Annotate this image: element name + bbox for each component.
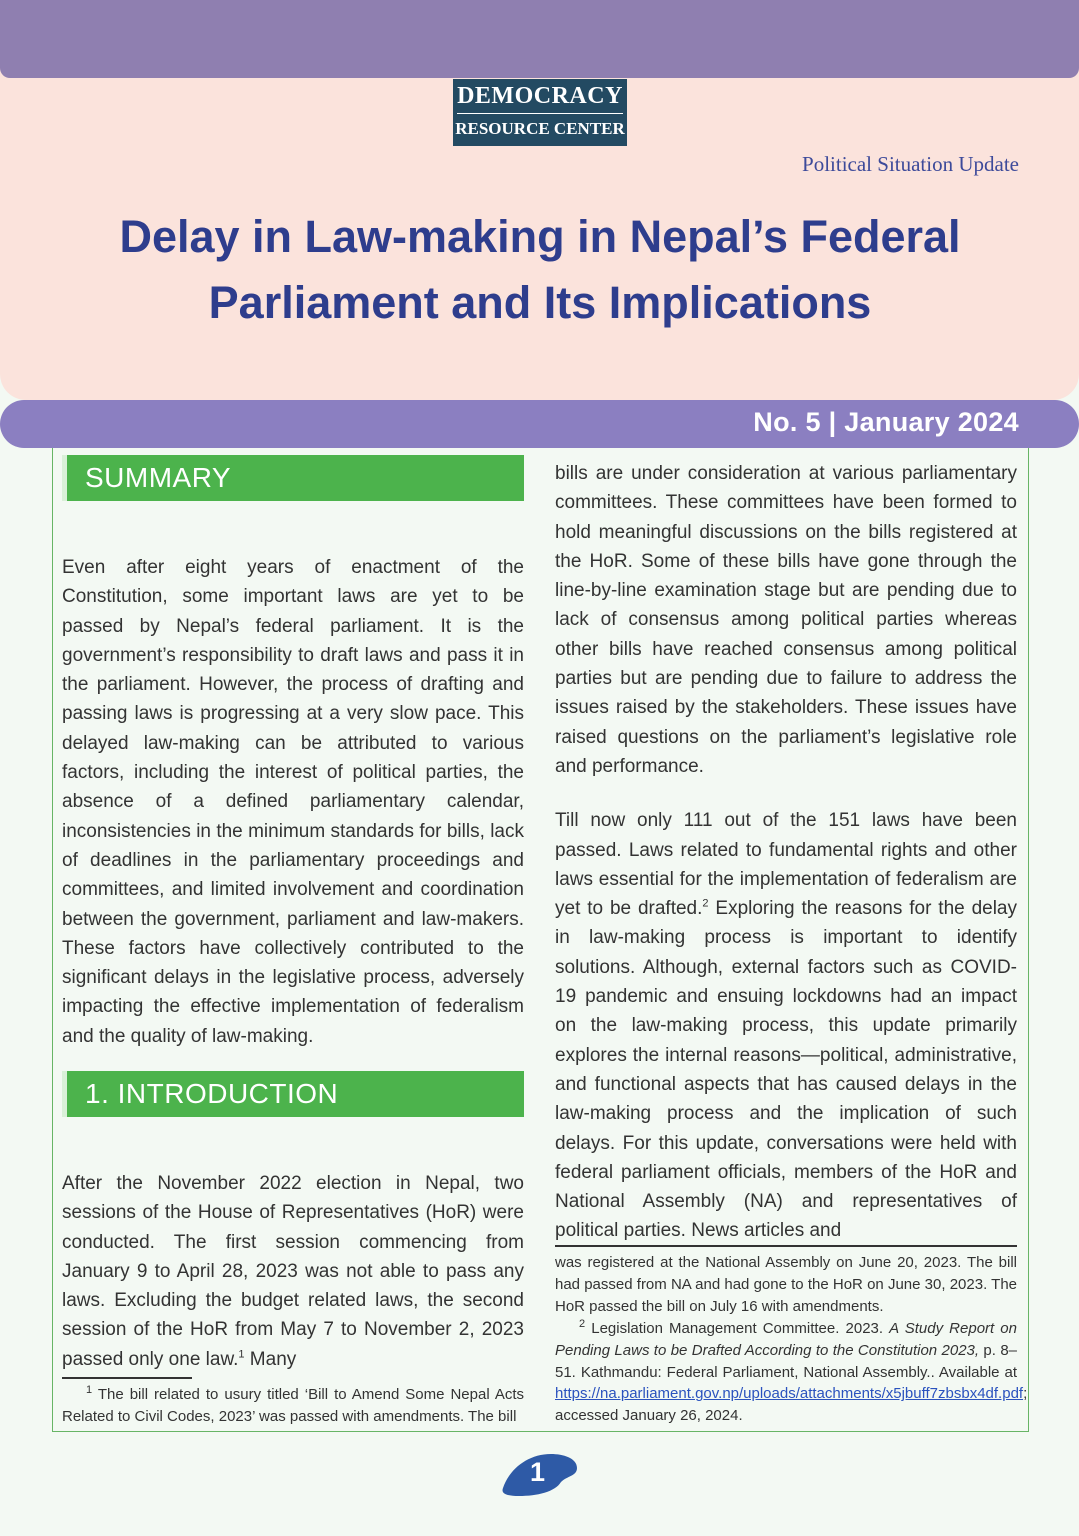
logo-line-1: DEMOCRACY <box>457 83 623 109</box>
footnote-ref-1: 1 <box>238 1348 245 1361</box>
introduction-text-main: After the November 2022 election in Nepal, two sessions of the House of Representatives (HoR) were conducted. The first session commencing from January 9 to April 28, 2023 was not able to pass any laws. Excluding the budget related laws, the second session of the HoR from May 7 to November 2, 2023 passed only one law. <box>62 1173 524 1370</box>
right-paragraph-2 <box>555 806 1017 1245</box>
right-paragraph-2-b: Exploring the reasons for the delay in law-making process is important to identify solutions. Although, external factors such as COVID-19 pandemic and ensuing lockdowns had an impact on the law-making process, this update primarily explores the internal reasons—political, administrative, and functional aspects that has caused delays in the law-making process and the implication of such delays. For this update, conversations were held with federal parliament officials, members of the HoR and National Assembly (NA) and representatives of political parties. News articles and <box>555 898 1017 1242</box>
footnote-ref-2: 2 <box>702 897 709 910</box>
top-purple-band <box>0 0 1079 78</box>
footnote-2-text-b: p. 8–51. Kathmandu: Federal Parliament, National Assembly.. Available at <box>555 1341 1018 1381</box>
issue-number-date: No. 5 | January 2024 <box>753 407 1019 437</box>
introduction-section <box>62 1071 524 1117</box>
logo-line-2: RESOURCE CENTER <box>455 119 625 138</box>
right-column <box>555 459 1017 1246</box>
summary-body <box>62 553 524 1051</box>
footnote-2-link[interactable]: https://na.parliament.gov.np/uploads/attachments/x5jbuff7zbsbx4df.pdf <box>555 1385 1024 1403</box>
footnote-2-italic-title: A Study Report on Pending Laws to be Drafted According to the Constitution 2023, <box>555 1320 1017 1359</box>
summary-text: Even after eight years of enactment of the Constitution, some important laws are yet to be passed by Nepal’s federal parliament. It is the government’s responsibility to draft laws and pass it in the parliament. However, the process of drafting and passing laws is progressing at a very slow pace. This delayed law-making can be attributed to various factors, including the interest of political parties, the absence of a defined parliamentary calendar, inconsistencies in the minimum standards for bills, lack of deadlines in the parliamentary proceedings and committees, and limited involvement and coordination between the government, parliament and law-makers. These factors have collectively contributed to the significant delays in the legislative process, adversely impacting the effective implementation of federalism and the quality of law-making. <box>62 557 524 1047</box>
summary-heading: SUMMARY <box>62 455 524 501</box>
democracy-resource-center-logo <box>453 79 627 146</box>
title-line-2: Parliament and Its Implications <box>208 277 872 328</box>
footnote-1-text: The bill related to usury titled ‘Bill to Amend Some Nepal Acts Related to Civil Codes, 2023’ was passed with amendments. The bill <box>62 1386 524 1425</box>
page-title <box>60 204 1020 336</box>
introduction-heading: 1. INTRODUCTION <box>62 1071 524 1117</box>
footnote-rule-left <box>62 1377 192 1379</box>
introduction-text <box>62 1169 524 1374</box>
series-label: Political Situation Update <box>802 152 1019 176</box>
introduction-body <box>62 1169 524 1374</box>
summary-section <box>62 455 524 501</box>
right-paragraph-1: bills are under consideration at various parliamentary committees. These committees have been formed to hold meaningful discussions on the bills registered at the HoR. Some of these bills have gone through the line-by-line examination stage but are pending due to lack of consensus among political parties whereas other bills have reached consensus among political parties but are pending due to failure to address the issues raised by the stakeholders. These issues have raised questions on the parliament’s legislative role and performance. <box>555 463 1017 777</box>
right-paragraph-2-a: Till now only 111 out of the 151 laws have been passed. Laws related to fundamental rights and other laws essential for the implementation of federalism are yet to be drafted. <box>555 810 1017 920</box>
footnote-1-left <box>62 1384 524 1428</box>
footnote-2-text-c: ; accessed January 26, 2024. <box>555 1385 1028 1425</box>
introduction-text-tail: Many <box>244 1348 297 1370</box>
footnote-1-number: 1 <box>86 1384 93 1396</box>
footnote-2 <box>555 1318 1028 1427</box>
footnote-1-continued: was registered at the National Assembly on June 20, 2023. The bill had passed from NA and had gone to the HoR on June 30, 2023. The HoR passed the bill on July 16 with amendments. <box>555 1254 1017 1315</box>
footnote-2-number: 2 <box>579 1318 586 1330</box>
footnote-rule-right <box>555 1245 1017 1247</box>
title-line-1: Delay in Law-making in Nepal’s Federal <box>119 211 961 262</box>
page-number: 1 <box>529 1457 546 1487</box>
footnote-2-text-a: Legislation Management Committee. 2023. <box>591 1320 890 1337</box>
